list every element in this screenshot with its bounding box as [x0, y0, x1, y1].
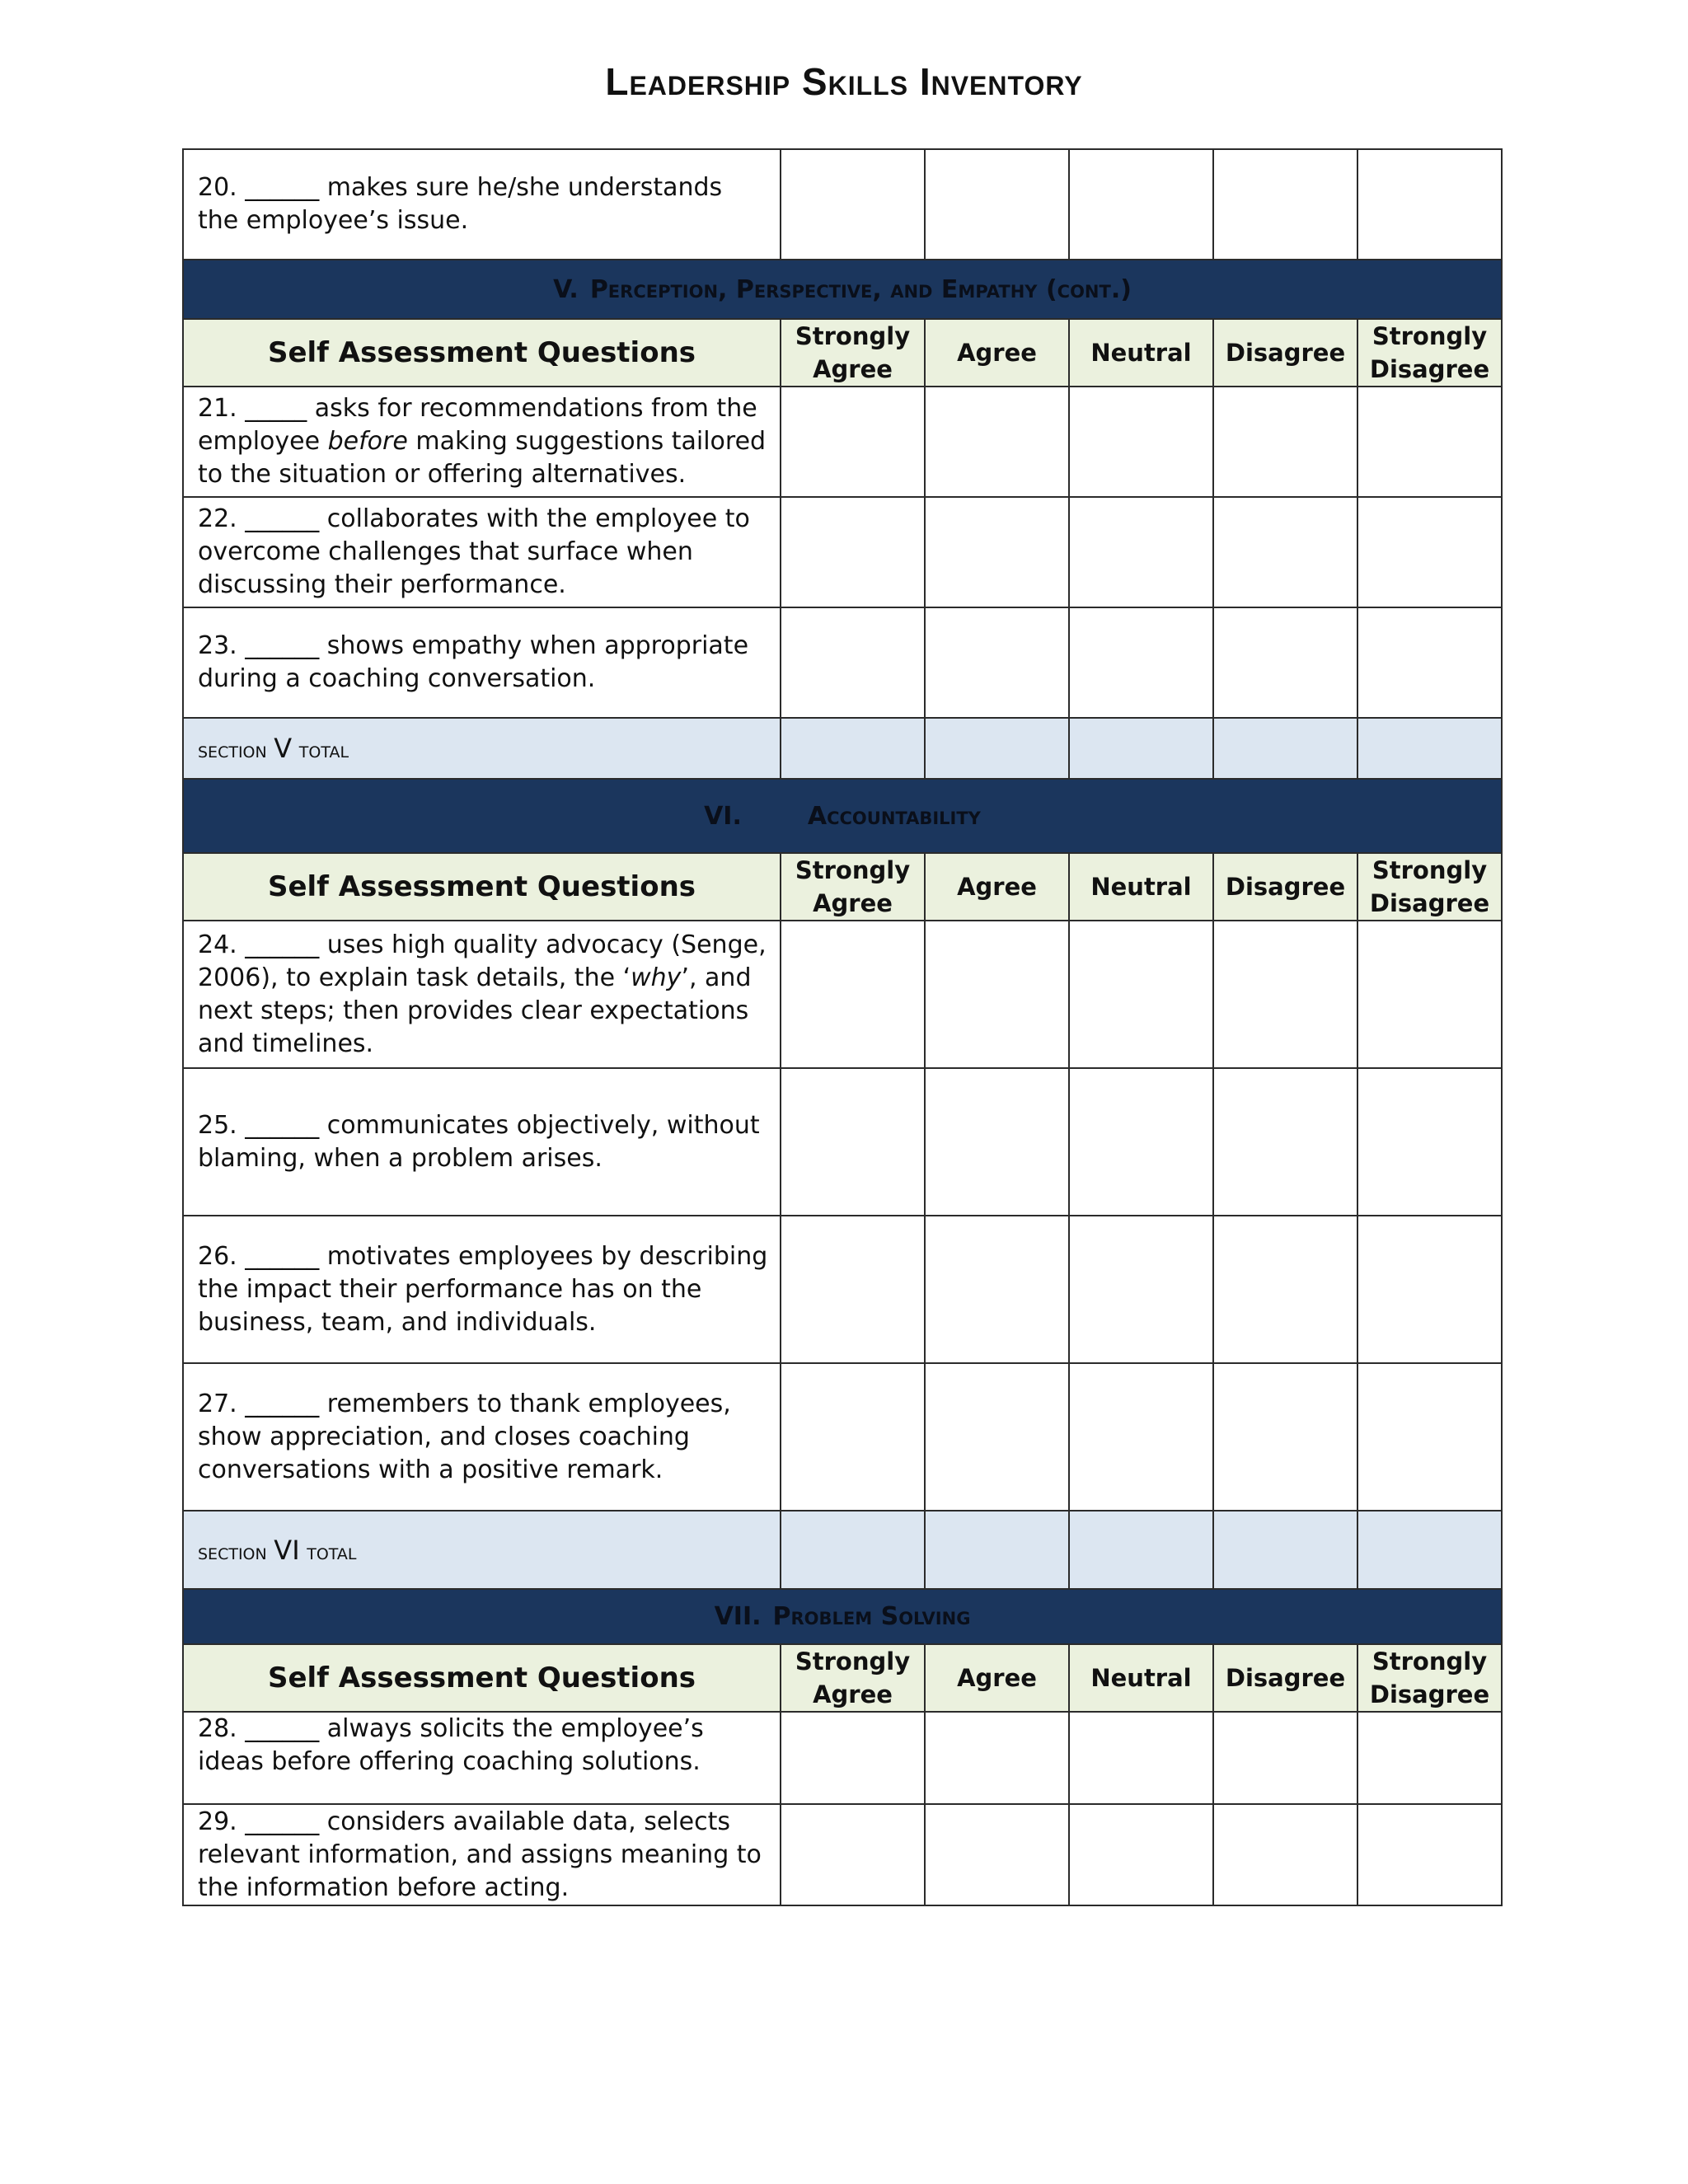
rating-cell-strongly-agree[interactable]	[781, 1712, 925, 1804]
question-text: 21. _____ asks for recommendations from the employee before making suggestions tailored to the situation or offering alternatives.	[183, 387, 781, 497]
question-row-25	[183, 1068, 1502, 1216]
total-cell-strongly-disagree[interactable]	[1357, 718, 1502, 779]
column-header-row	[183, 1644, 1502, 1712]
rating-cell-strongly-disagree[interactable]	[1357, 497, 1502, 607]
rating-cell-strongly-disagree[interactable]	[1357, 387, 1502, 497]
document-title: Leadership Skills Inventory	[605, 60, 1083, 103]
rating-cell-strongly-disagree[interactable]	[1357, 1068, 1502, 1216]
rating-cell-agree[interactable]	[925, 1216, 1069, 1363]
header-agree: Agree	[925, 1644, 1069, 1712]
header-neutral: Neutral	[1069, 1644, 1213, 1712]
rating-cell-strongly-disagree[interactable]	[1357, 149, 1502, 260]
section-title: Accountability	[807, 801, 981, 831]
total-cell-neutral[interactable]	[1069, 718, 1213, 779]
total-cell-strongly-agree[interactable]	[781, 718, 925, 779]
rating-cell-agree[interactable]	[925, 921, 1069, 1068]
rating-cell-agree[interactable]	[925, 387, 1069, 497]
rating-cell-neutral[interactable]	[1069, 1804, 1213, 1905]
question-text: 29. ______ considers available data, selects relevant information, and assigns meaning to the information before acting.	[183, 1804, 781, 1905]
total-cell-agree[interactable]	[925, 718, 1069, 779]
section-number: V.	[553, 274, 579, 304]
question-text: 23. ______ shows empathy when appropriate during a coaching conversation.	[183, 607, 781, 718]
total-cell-strongly-agree[interactable]	[781, 1511, 925, 1589]
question-text: 20. ______ makes sure he/she understands the employee’s issue.	[183, 149, 781, 260]
header-strongly-agree: Strongly Agree	[781, 319, 925, 387]
rating-cell-neutral[interactable]	[1069, 921, 1213, 1068]
header-strongly-agree: Strongly Agree	[781, 853, 925, 921]
rating-cell-strongly-disagree[interactable]	[1357, 1804, 1502, 1905]
rating-cell-agree[interactable]	[925, 1363, 1069, 1511]
question-row-21	[183, 387, 1502, 497]
question-text: 25. ______ communicates objectively, without blaming, when a problem arises.	[183, 1068, 781, 1216]
rating-cell-strongly-agree[interactable]	[781, 921, 925, 1068]
rating-cell-neutral[interactable]	[1069, 387, 1213, 497]
rating-cell-neutral[interactable]	[1069, 1363, 1213, 1511]
rating-cell-agree[interactable]	[925, 1068, 1069, 1216]
rating-cell-neutral[interactable]	[1069, 1068, 1213, 1216]
section-total-row-v	[183, 718, 1502, 779]
rating-cell-agree[interactable]	[925, 497, 1069, 607]
question-row-26	[183, 1216, 1502, 1363]
rating-cell-neutral[interactable]	[1069, 607, 1213, 718]
rating-cell-strongly-agree[interactable]	[781, 607, 925, 718]
section-banner-vii	[183, 1589, 1502, 1644]
header-questions: Self Assessment Questions	[183, 853, 781, 921]
question-text: 24. ______ uses high quality advocacy (Senge, 2006), to explain task details, the ‘why’, and next steps; then provides clear expectations and timelines.	[183, 921, 781, 1068]
rating-cell-strongly-disagree[interactable]	[1357, 921, 1502, 1068]
rating-cell-strongly-agree[interactable]	[781, 387, 925, 497]
rating-cell-strongly-disagree[interactable]	[1357, 1216, 1502, 1363]
header-neutral: Neutral	[1069, 319, 1213, 387]
section-number: VI.	[704, 801, 742, 831]
section-title: Problem Solving	[772, 1602, 971, 1631]
rating-cell-strongly-disagree[interactable]	[1357, 607, 1502, 718]
total-cell-neutral[interactable]	[1069, 1511, 1213, 1589]
question-row-23	[183, 607, 1502, 718]
question-text: 28. ______ always solicits the employee’s ideas before offering coaching solutions.	[183, 1712, 781, 1804]
rating-cell-agree[interactable]	[925, 1804, 1069, 1905]
question-text: 27. ______ remembers to thank employees, show appreciation, and closes coaching conversations with a positive remark.	[183, 1363, 781, 1511]
rating-cell-disagree[interactable]	[1213, 497, 1357, 607]
rating-cell-strongly-disagree[interactable]	[1357, 1712, 1502, 1804]
rating-cell-strongly-agree[interactable]	[781, 1804, 925, 1905]
section-total-row-vi	[183, 1511, 1502, 1589]
skills-inventory-table	[182, 148, 1503, 1906]
header-questions: Self Assessment Questions	[183, 1644, 781, 1712]
section-title: Perception, Perspective, and Empathy (cont.)	[589, 274, 1132, 304]
rating-cell-neutral[interactable]	[1069, 497, 1213, 607]
rating-cell-agree[interactable]	[925, 149, 1069, 260]
question-row-24	[183, 921, 1502, 1068]
question-text: 26. ______ motivates employees by describing the impact their performance has on the business, team, and individuals.	[183, 1216, 781, 1363]
rating-cell-disagree[interactable]	[1213, 1363, 1357, 1511]
rating-cell-strongly-disagree[interactable]	[1357, 1363, 1502, 1511]
rating-cell-disagree[interactable]	[1213, 1804, 1357, 1905]
section-number: VII.	[714, 1602, 762, 1631]
question-row-28	[183, 1712, 1502, 1804]
rating-cell-disagree[interactable]	[1213, 149, 1357, 260]
column-header-row	[183, 853, 1502, 921]
question-row-27	[183, 1363, 1502, 1511]
rating-cell-disagree[interactable]	[1213, 1068, 1357, 1216]
question-row-22	[183, 497, 1502, 607]
question-text: 22. ______ collaborates with the employee to overcome challenges that surface when discussing their performance.	[183, 497, 781, 607]
rating-cell-neutral[interactable]	[1069, 1712, 1213, 1804]
header-strongly-agree: Strongly Agree	[781, 1644, 925, 1712]
header-neutral: Neutral	[1069, 853, 1213, 921]
section-total-label: section VI total	[183, 1511, 781, 1589]
section-banner-vi	[183, 779, 1502, 853]
question-row-29	[183, 1804, 1502, 1905]
rating-cell-disagree[interactable]	[1213, 1712, 1357, 1804]
rating-cell-agree[interactable]	[925, 1712, 1069, 1804]
question-row-20	[183, 149, 1502, 260]
section-banner-v	[183, 260, 1502, 319]
header-agree: Agree	[925, 319, 1069, 387]
rating-cell-disagree[interactable]	[1213, 1216, 1357, 1363]
rating-cell-neutral[interactable]	[1069, 149, 1213, 260]
rating-cell-strongly-agree[interactable]	[781, 1363, 925, 1511]
rating-cell-disagree[interactable]	[1213, 387, 1357, 497]
header-strongly-disagree: Strongly Disagree	[1357, 853, 1502, 921]
total-cell-disagree[interactable]	[1213, 718, 1357, 779]
rating-cell-strongly-agree[interactable]	[781, 1068, 925, 1216]
total-cell-agree[interactable]	[925, 1511, 1069, 1589]
rating-cell-disagree[interactable]	[1213, 607, 1357, 718]
rating-cell-neutral[interactable]	[1069, 1216, 1213, 1363]
total-cell-disagree[interactable]	[1213, 1511, 1357, 1589]
header-questions: Self Assessment Questions	[183, 319, 781, 387]
rating-cell-agree[interactable]	[925, 607, 1069, 718]
header-disagree: Disagree	[1213, 1644, 1357, 1712]
column-header-row	[183, 319, 1502, 387]
rating-cell-strongly-agree[interactable]	[781, 497, 925, 607]
rating-cell-disagree[interactable]	[1213, 921, 1357, 1068]
rating-cell-strongly-agree[interactable]	[781, 1216, 925, 1363]
section-total-label: section V total	[183, 718, 781, 779]
header-disagree: Disagree	[1213, 319, 1357, 387]
header-agree: Agree	[925, 853, 1069, 921]
total-cell-strongly-disagree[interactable]	[1357, 1511, 1502, 1589]
header-disagree: Disagree	[1213, 853, 1357, 921]
header-strongly-disagree: Strongly Disagree	[1357, 1644, 1502, 1712]
rating-cell-strongly-agree[interactable]	[781, 149, 925, 260]
header-strongly-disagree: Strongly Disagree	[1357, 319, 1502, 387]
